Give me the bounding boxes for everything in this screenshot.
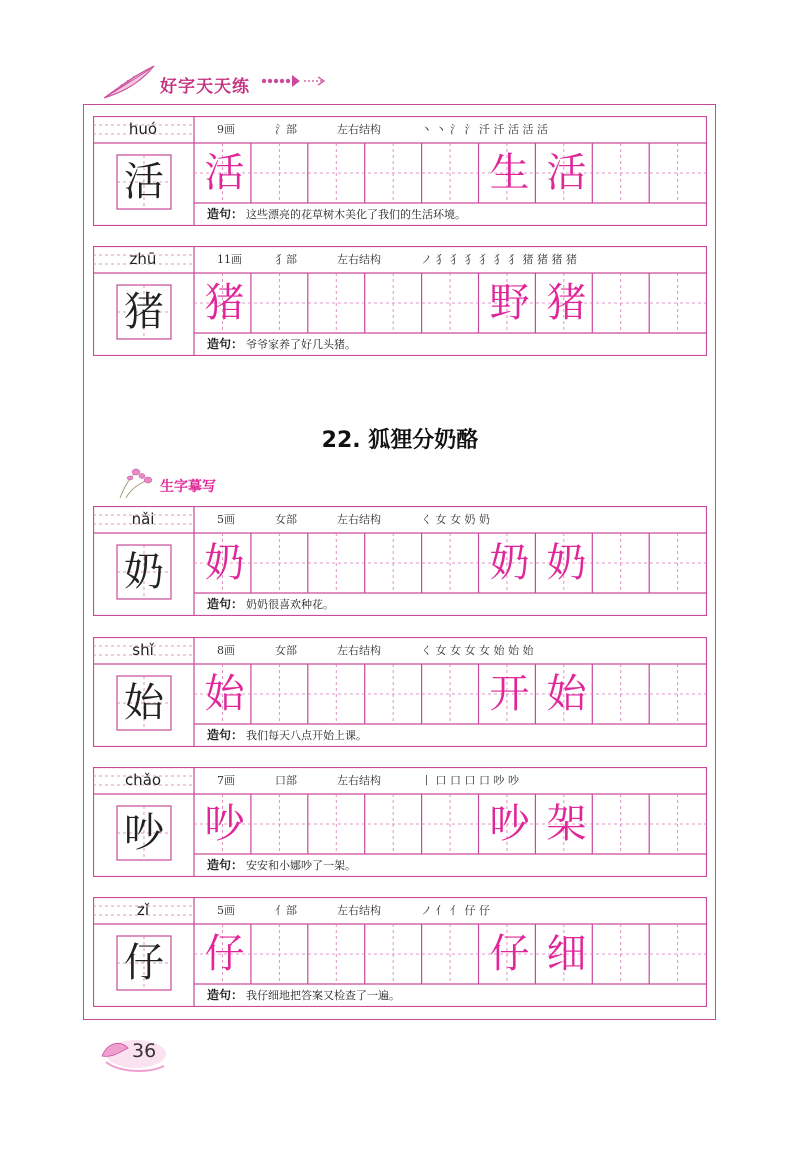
stroke-count: 9画 (217, 123, 235, 136)
word-character: 奶 (546, 540, 587, 586)
page-number: 36 (132, 1040, 157, 1062)
radical: 女部 (275, 644, 297, 657)
flower-icon (112, 466, 158, 500)
trace-character: 奶 (204, 540, 245, 586)
word-character: 架 (546, 801, 587, 847)
pinyin: nǎi (131, 510, 155, 528)
trace-character: 猪 (204, 280, 245, 326)
word-character: 奶 (489, 540, 530, 586)
sentence-prefix: 造句： (207, 728, 244, 742)
pinyin: shǐ (132, 641, 154, 659)
word-character: 猪 (546, 280, 587, 326)
stroke-count: 11画 (217, 253, 242, 266)
sentence-text: 我们每天八点开始上课。 (246, 729, 368, 742)
char-info (217, 637, 591, 664)
sentence-prefix: 造句： (207, 988, 244, 1002)
radical: 氵部 (275, 123, 297, 136)
structure: 左右结构 (337, 253, 381, 266)
practice-block (93, 637, 707, 747)
practice-block (93, 767, 707, 877)
stroke-order: く 女 女 女 女 始 始 始 (421, 644, 534, 657)
section-header (112, 470, 272, 500)
word-character: 仔 (489, 931, 530, 977)
model-character: 始 (124, 680, 164, 726)
stroke-order: 丶 丶 氵 氵 汘 汘 活 活 活 (421, 123, 548, 136)
trace-character: 吵 (204, 801, 245, 847)
radical: 口部 (275, 774, 297, 787)
structure: 左右结构 (337, 644, 381, 657)
word-character: 始 (546, 671, 587, 717)
word-character: 活 (546, 150, 587, 196)
sentence-text: 爷爷家养了好几头猪。 (246, 338, 357, 351)
page-number-badge (98, 1032, 178, 1077)
model-character: 猪 (124, 289, 164, 335)
structure: 左右结构 (337, 123, 381, 136)
example-sentence (207, 984, 400, 1006)
example-sentence (207, 854, 356, 876)
sentence-text: 我仔细地把答案又检查了一遍。 (246, 989, 401, 1002)
section-label: 生字摹写 (160, 479, 216, 495)
practice-block (93, 116, 707, 226)
char-info (217, 506, 591, 533)
stroke-order: く 女 女 奶 奶 (421, 513, 490, 526)
word-character: 生 (489, 150, 530, 196)
word-character: 吵 (489, 801, 530, 847)
example-sentence (207, 203, 466, 225)
model-character: 活 (124, 159, 164, 205)
word-character: 细 (546, 931, 587, 977)
sentence-prefix: 造句： (207, 597, 244, 611)
arrow-right-icon (260, 72, 330, 90)
pinyin: chǎo (124, 771, 162, 789)
radical: 犭部 (275, 253, 297, 266)
feather-pen-icon (100, 62, 158, 102)
stroke-order: ノ 犭 犭 犭 犭 犭 犭 猪 猪 猪 猪 (421, 253, 577, 266)
sentence-text: 安安和小娜吵了一架。 (246, 859, 357, 872)
practice-block (93, 506, 707, 616)
structure: 左右结构 (337, 513, 381, 526)
model-character: 吵 (124, 810, 164, 856)
trace-character: 仔 (204, 931, 245, 977)
sentence-text: 奶奶很喜欢种花。 (246, 598, 335, 611)
stroke-count: 8画 (217, 644, 235, 657)
sentence-text: 这些漂亮的花草树木美化了我们的生活环境。 (246, 208, 467, 221)
char-info (217, 767, 591, 794)
trace-character: 始 (204, 671, 245, 717)
practice-block (93, 897, 707, 1007)
word-character: 开 (489, 671, 530, 717)
char-info (217, 897, 591, 924)
radical: 女部 (275, 513, 297, 526)
example-sentence (207, 724, 367, 746)
sentence-prefix: 造句： (207, 207, 244, 221)
pinyin: zǐ (136, 901, 150, 919)
trace-character: 活 (204, 150, 245, 196)
model-character: 奶 (124, 549, 164, 595)
sentence-prefix: 造句： (207, 337, 244, 351)
stroke-count: 7画 (217, 774, 235, 787)
stroke-order: 丨 口 口 口 口 吵 吵 (421, 774, 519, 787)
lesson-title: 22. 狐狸分奶酪 (321, 428, 479, 453)
stroke-order: ノ 亻 亻 仔 仔 (421, 904, 490, 917)
structure: 左右结构 (337, 904, 381, 917)
header-title: 好字天天练 (160, 77, 250, 97)
practice-block (93, 246, 707, 356)
stroke-count: 5画 (217, 513, 235, 526)
stroke-count: 5画 (217, 904, 235, 917)
structure: 左右结构 (337, 774, 381, 787)
model-character: 仔 (124, 940, 164, 986)
word-character: 野 (489, 280, 530, 326)
char-info (217, 246, 591, 273)
example-sentence (207, 593, 334, 615)
pinyin: huó (128, 120, 158, 138)
radical: 亻部 (275, 904, 297, 917)
example-sentence (207, 333, 356, 355)
page-header (100, 62, 360, 102)
sentence-prefix: 造句： (207, 858, 244, 872)
char-info (217, 116, 591, 143)
pinyin: zhū (129, 250, 157, 268)
